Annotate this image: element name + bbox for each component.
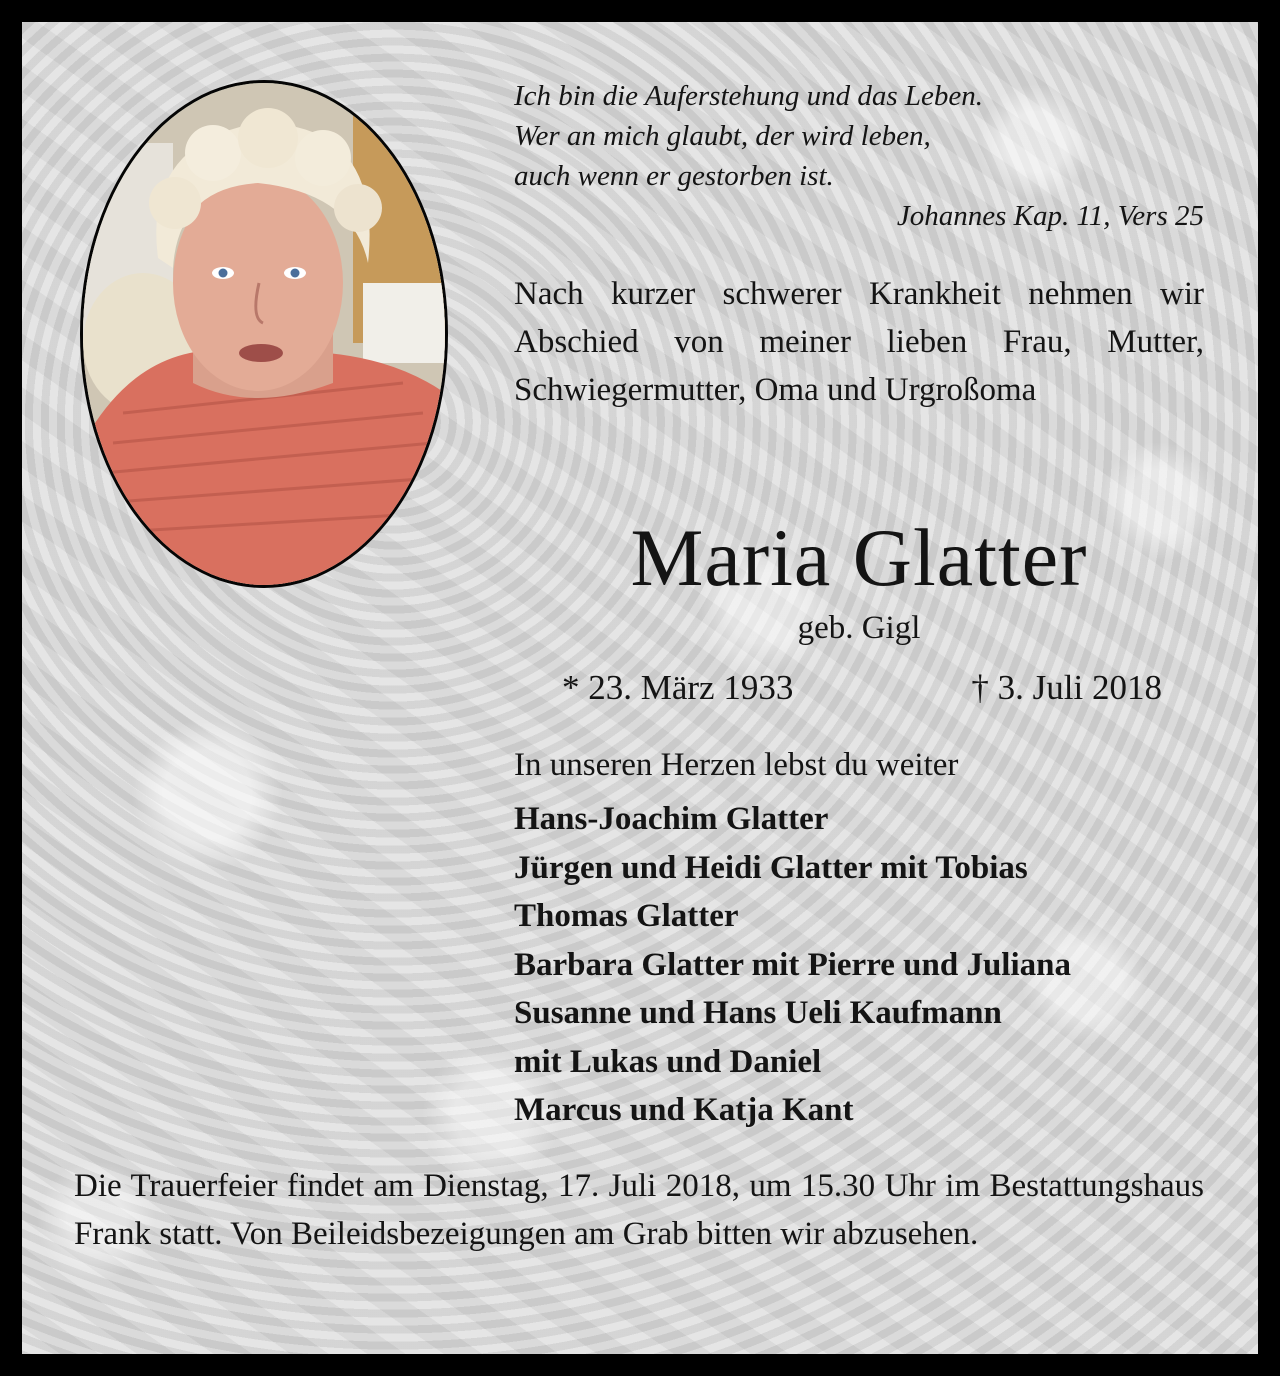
birth-date: * 23. März 1933	[562, 668, 794, 707]
funeral-notice: Die Trauerfeier findet am Dienstag, 17. Juli 2018, um 15.30 Uhr im Bestattungshaus Frank statt. Von Beileidsbezeigungen am Grab bitten wir abzusehen.	[74, 1168, 1204, 1252]
quote-line: Ich bin die Auferstehung und das Leben.	[514, 80, 984, 112]
mourner-line: Susanne und Hans Ueli Kaufmann	[514, 995, 1002, 1031]
life-dates	[562, 666, 1162, 710]
mourners-list	[514, 795, 1234, 1135]
mourner-line: Jürgen und Heidi Glatter mit Tobias	[514, 849, 1028, 886]
quote-source: Johannes Kap. 11, Vers 25	[896, 200, 1204, 232]
portrait-photo	[80, 80, 448, 588]
quote-line: Wer an mich glaubt, der wird leben,	[514, 120, 931, 152]
mourner-line: Marcus und Katja Kant	[514, 1092, 854, 1128]
remembrance-line: In unseren Herzen lebst du weiter	[514, 747, 959, 783]
intro-text: Nach kurzer schwerer Krankheit nehmen wir Abschied von meiner lieben Frau, Mutter, Schwiegermutter, Oma und Urgroßoma	[514, 276, 1204, 408]
death-date: † 3. Juli 2018	[971, 668, 1162, 707]
maiden-name: geb. Gigl	[797, 610, 921, 646]
portrait-image	[83, 83, 445, 585]
mourner-line: Hans-Joachim Glatter	[514, 801, 829, 837]
deceased-name: Maria Glatter	[630, 512, 1088, 603]
bible-quote	[514, 76, 1204, 236]
mourner-line: mit Lukas und Daniel	[514, 1043, 822, 1080]
obituary-card	[22, 22, 1258, 1354]
mourner-line: Barbara Glatter mit Pierre und Juliana	[514, 946, 1071, 983]
quote-line: auch wenn er gestorben ist.	[514, 160, 834, 192]
mourner-line: Thomas Glatter	[514, 898, 739, 934]
